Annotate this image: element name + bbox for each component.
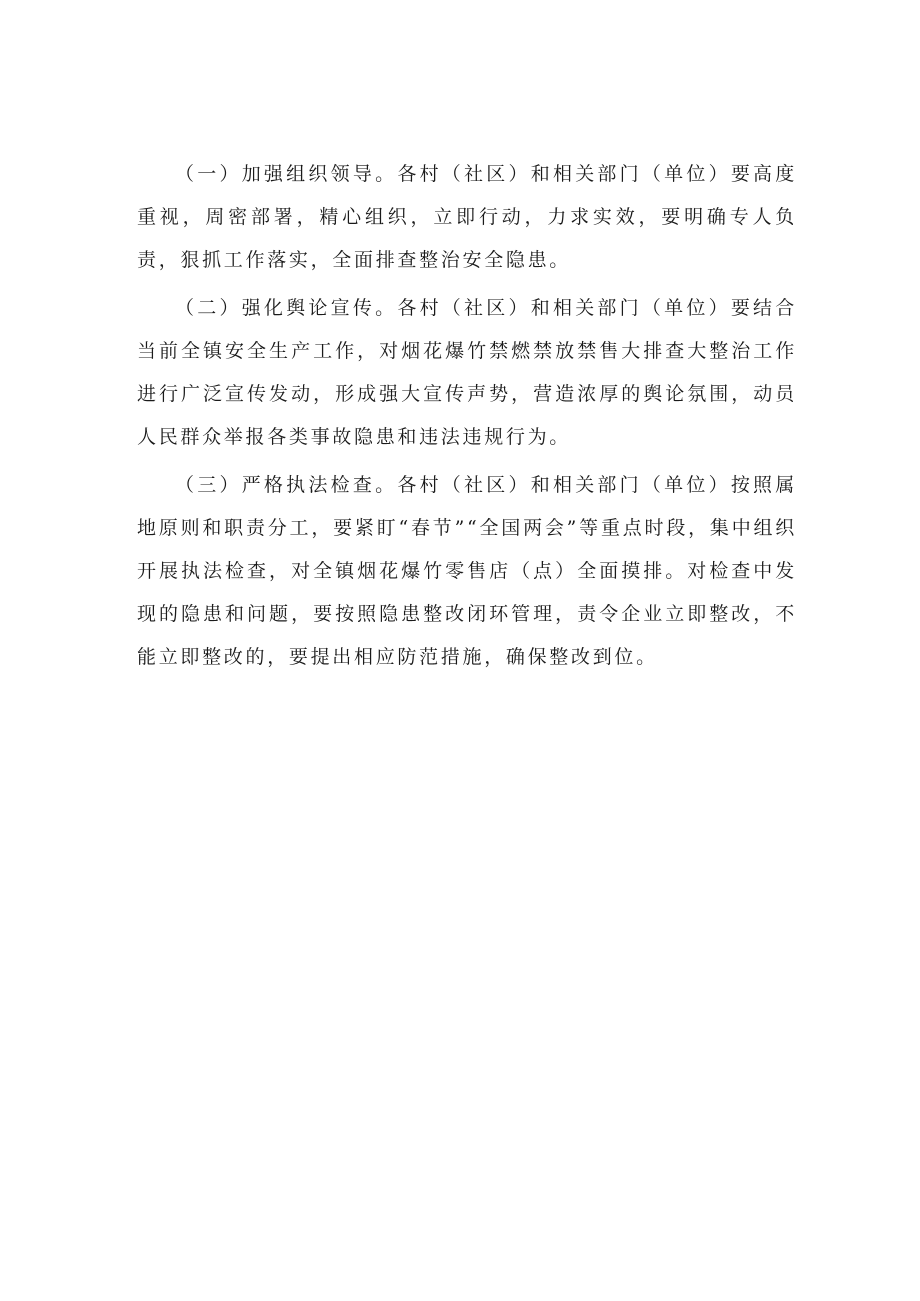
paragraph-law-enforcement: （三）严格执法检查。各村（社区）和相关部门（单位）按照属地原则和职责分工，要紧盯“春节”“全国两会”等重点时段，集中组织开展执法检查，对全镇烟花爆竹零售店（点）全面摸排。对检查中发现的隐患和问题，要按照隐患整改闭环管理，责令企业立即整改，不能立即整改的，要提出相应防范措施，确保整改到位。 bbox=[137, 474, 797, 668]
paragraph-publicity: （二）强化舆论宣传。各村（社区）和相关部门（单位）要结合当前全镇安全生产工作，对烟花爆竹禁燃禁放禁售大排查大整治工作进行广泛宣传发动，形成强大宣传声势，营造浓厚的舆论氛围，动员人民群众举报各类事故隐患和违法违规行为。 bbox=[137, 297, 797, 448]
paragraph-organization-leadership: （一）加强组织领导。各村（社区）和相关部门（单位）要高度重视，周密部署，精心组织，立即行动，力求实效，要明确专人负责，狠抓工作落实，全面排查整治安全隐患。 bbox=[137, 163, 797, 271]
document-body bbox=[137, 153, 797, 679]
